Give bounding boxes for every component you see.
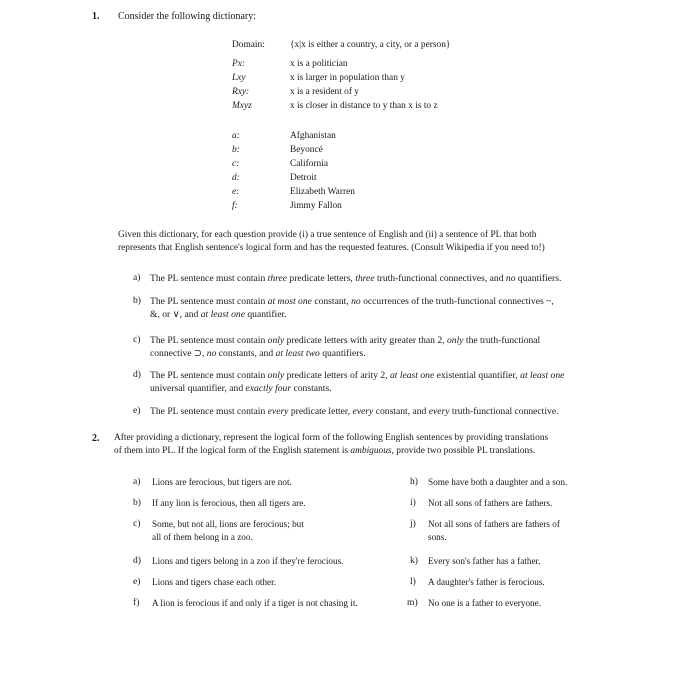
predicate-symbol: Lxy xyxy=(232,73,246,83)
q2-item-text: Some, but not all, lions are ferocious; but all of them belong in a zoo. xyxy=(152,519,304,542)
q2-item-text: Lions and tigers belong in a zoo if they're ferocious. xyxy=(152,556,344,566)
part-c-label: c) xyxy=(133,334,141,345)
q2-item-label: k) xyxy=(410,555,418,566)
predicate-symbol: Rxy: xyxy=(232,87,250,97)
predicate-definition: x is a politician xyxy=(290,59,348,69)
domain-label: Domain: xyxy=(232,40,265,50)
part-a-text: The PL sentence must contain three predicate letters, three truth-functional connectives, and no quantifiers. xyxy=(150,273,562,284)
q2-item-text: Lions are ferocious, but tigers are not. xyxy=(152,477,292,487)
part-d-label: d) xyxy=(133,369,141,380)
q2-item-text: Some have both a daughter and a son. xyxy=(428,477,568,487)
predicate-definition: x is a resident of y xyxy=(290,87,359,97)
predicate-symbol: Px: xyxy=(232,59,246,69)
constant-symbol: a: xyxy=(232,131,240,141)
q2-item-label: l) xyxy=(410,576,416,587)
constant-symbol: d: xyxy=(232,173,240,183)
part-e-text: The PL sentence must contain every predicate letter, every constant, and every truth-functional connective. xyxy=(150,406,559,417)
q2-item-label: i) xyxy=(410,497,416,508)
q2-item-text: A lion is ferocious if and only if a tiger is not chasing it. xyxy=(152,598,358,608)
constant-symbol: e: xyxy=(232,187,240,197)
part-b-text: The PL sentence must contain at most one constant, no occurrences of the truth-functional connectives ~, &, or ∨, and at least one quantifier. xyxy=(150,296,554,320)
q2-item-label: e) xyxy=(133,576,141,587)
constant-symbol: c: xyxy=(232,159,240,169)
part-a-label: a) xyxy=(133,272,141,283)
q2-item-text: If any lion is ferocious, then all tigers are. xyxy=(152,498,306,508)
question-1-prompt: Consider the following dictionary: xyxy=(118,11,257,22)
part-b-label: b) xyxy=(133,295,141,306)
constant-symbol: b: xyxy=(232,145,240,155)
instructions-line-2: represents that English sentence's logical form and has the requested features. (Consult Wikipedia if you need to!) xyxy=(118,243,545,253)
q2-item-text: A daughter's father is ferocious. xyxy=(428,577,545,587)
question-2-line-1: After providing a dictionary, represent the logical form of the following English sentences by providing translations xyxy=(114,433,549,443)
q2-item-text: No one is a father to everyone. xyxy=(428,598,542,608)
q2-item-label: m) xyxy=(407,597,418,608)
constant-name: Afghanistan xyxy=(290,131,336,141)
q2-item-label: f) xyxy=(133,597,140,608)
q2-item-label: a) xyxy=(133,476,141,487)
q2-item-label: d) xyxy=(133,555,141,566)
instructions-line-1: Given this dictionary, for each question provide (i) a true sentence of English and (ii) a sentence of PL that both xyxy=(118,230,537,240)
q2-item-label: b) xyxy=(133,497,141,508)
q2-item-text: Lions and tigers chase each other. xyxy=(152,577,276,587)
question-2-number: 2. xyxy=(92,433,100,444)
q2-item-label: c) xyxy=(133,518,141,529)
constant-name: Jimmy Fallon xyxy=(290,201,342,211)
predicate-definition: x is closer in distance to y than x is to z xyxy=(290,101,438,111)
domain-value: {x|x is either a country, a city, or a person} xyxy=(290,40,451,50)
part-c-text: The PL sentence must contain only predicate letters with arity greater than 2, only the truth-functional connective ⊃, no constants, and at least two quantifiers. xyxy=(150,335,541,359)
q2-item-text: Not all sons of fathers are fathers of sons. xyxy=(428,519,560,542)
q2-item-text: Every son's father has a father. xyxy=(428,556,541,566)
constant-name: California xyxy=(290,159,329,169)
constant-symbol: f: xyxy=(232,201,238,211)
predicate-symbol: Mxyz xyxy=(232,101,252,111)
question-2-line-2: of them into PL. If the logical form of the English statement is ambiguous, provide two possible PL translations. xyxy=(114,446,536,456)
constant-name: Detroit xyxy=(290,173,317,183)
predicate-definition: x is larger in population than y xyxy=(290,73,405,83)
constant-name: Beyoncé xyxy=(290,145,323,155)
part-d-text: The PL sentence must contain only predicate letters of arity 2, at least one existential quantifier, at least one universal quantifier, and exactly four constants. xyxy=(150,370,565,394)
question-1-number: 1. xyxy=(92,11,100,22)
q2-item-label: j) xyxy=(410,518,416,529)
q2-item-text: Not all sons of fathers are fathers. xyxy=(428,498,553,508)
constant-name: Elizabeth Warren xyxy=(290,187,355,197)
part-e-label: e) xyxy=(133,405,141,416)
q2-item-label: h) xyxy=(410,476,418,487)
